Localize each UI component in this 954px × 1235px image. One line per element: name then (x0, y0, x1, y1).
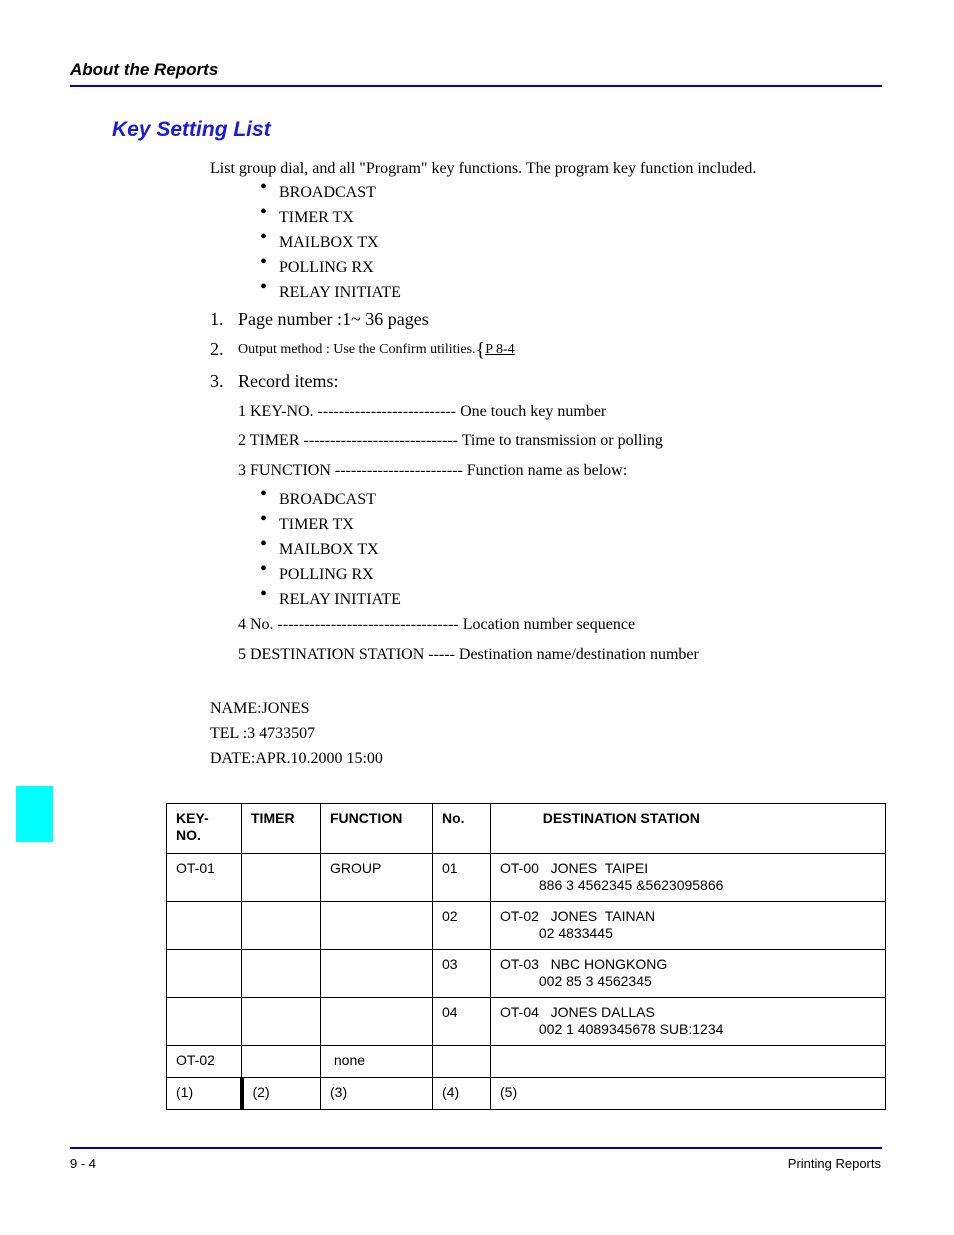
list-item: • BROADCAST (260, 483, 376, 508)
bullet-icon: • (260, 276, 268, 298)
bullet-icon: • (260, 201, 268, 223)
list-item: • MAILBOX TX (260, 533, 379, 558)
footer-rule (70, 1147, 882, 1149)
table-cell (167, 902, 242, 950)
record-item: 1 KEY-NO. -------------------------- One touch key number (238, 403, 607, 420)
table-cell (242, 1046, 321, 1078)
chapter-tab (16, 786, 53, 842)
table-cell: OT-00 JONES TAIPEI 886 3 4562345 &5623095866 (491, 854, 886, 902)
table-cell (321, 950, 433, 998)
column-header: FUNCTION (321, 804, 433, 854)
table-cell (491, 1046, 886, 1078)
step-number: 3. (210, 371, 224, 391)
key-setting-table (166, 803, 886, 1110)
table-cell: (1) (167, 1078, 242, 1110)
bullet-icon: • (260, 226, 268, 248)
table-row (167, 998, 886, 1046)
list-item: • POLLING RX (260, 558, 374, 583)
table-cell: (3) (321, 1078, 433, 1110)
table-cell (321, 998, 433, 1046)
bullet-icon: • (260, 176, 268, 198)
bullet-icon: • (260, 508, 268, 530)
table-cell (321, 902, 433, 950)
list-item: • MAILBOX TX (260, 226, 379, 251)
table-cell (167, 998, 242, 1046)
table-cell (242, 950, 321, 998)
table-cell: OT-03 NBC HONGKONG 002 85 3 4562345 (491, 950, 886, 998)
table-cell: (4) (433, 1078, 491, 1110)
record-item: 4 No. ---------------------------------- Location number sequence (238, 616, 636, 633)
step-text: Page number :1~ 36 pages (238, 309, 429, 329)
table-cell: 01 (433, 854, 491, 902)
table-cell: OT-04 JONES DALLAS 002 1 4089345678 SUB:1234 (491, 998, 886, 1046)
table-cell: (2) (242, 1078, 321, 1110)
record-item: 5 DESTINATION STATION ----- Destination name/destination number (238, 646, 699, 663)
column-header: TIMER (242, 804, 321, 854)
column-header: No. (433, 804, 491, 854)
column-header: DESTINATION STATION (491, 804, 886, 854)
table-cell: 02 (433, 902, 491, 950)
table-cell: OT-02 (167, 1046, 242, 1078)
table-cell: (5) (491, 1078, 886, 1110)
step-number: 1. (210, 309, 224, 329)
intro-text: List group dial, and all "Program" key functions. The program key function included. (210, 160, 757, 177)
table-cell (242, 854, 321, 902)
page-number: 9 - 4 (70, 1156, 97, 1171)
bullet-icon: • (260, 583, 268, 605)
table-row (167, 902, 886, 950)
table-cell: GROUP (321, 854, 433, 902)
page-reference-link[interactable]: P 8-4 (485, 342, 515, 357)
table-cell: 04 (433, 998, 491, 1046)
list-item: • TIMER TX (260, 201, 354, 226)
table-row (167, 950, 886, 998)
table-cell (167, 950, 242, 998)
bullet-icon: • (260, 533, 268, 555)
table-header-row (167, 804, 886, 854)
sample-date: DATE:APR.10.2000 15:00 (210, 750, 383, 767)
brace-icon: { (475, 339, 486, 361)
section-title: Key Setting List (112, 118, 271, 141)
list-item: • TIMER TX (260, 508, 354, 533)
table-row (167, 1046, 886, 1078)
list-item: • RELAY INITIATE (260, 276, 401, 301)
table-index-row (167, 1078, 886, 1110)
bullet-icon: • (260, 558, 268, 580)
column-header: KEY- NO. (167, 804, 242, 854)
sample-tel: TEL :3 4733507 (210, 725, 316, 742)
list-item: • POLLING RX (260, 251, 374, 276)
header-title: About the Reports (70, 60, 219, 79)
record-item: 2 TIMER ----------------------------- Time to transmission or polling (238, 432, 663, 449)
bullet-icon: • (260, 251, 268, 273)
bullet-icon: • (260, 483, 268, 505)
table-cell: none (321, 1046, 433, 1078)
table-cell (242, 902, 321, 950)
list-item: • BROADCAST (260, 176, 376, 201)
step-text: Output method : Use the Confirm utilities.{P 8-4 (238, 339, 515, 361)
table-cell: OT-02 JONES TAINAN 02 4833445 (491, 902, 886, 950)
header-rule (70, 85, 882, 87)
list-item: • RELAY INITIATE (260, 583, 401, 608)
record-item: 3 FUNCTION ------------------------ Function name as below: (238, 462, 628, 479)
chapter-name: Printing Reports (787, 1156, 881, 1171)
table-cell (242, 998, 321, 1046)
step-number: 2. (210, 339, 224, 359)
table-cell (433, 1046, 491, 1078)
sample-name: NAME:JONES (210, 700, 310, 717)
step-text: Record items: (238, 371, 339, 391)
table-cell: OT-01 (167, 854, 242, 902)
table-cell: 03 (433, 950, 491, 998)
table-row (167, 854, 886, 902)
